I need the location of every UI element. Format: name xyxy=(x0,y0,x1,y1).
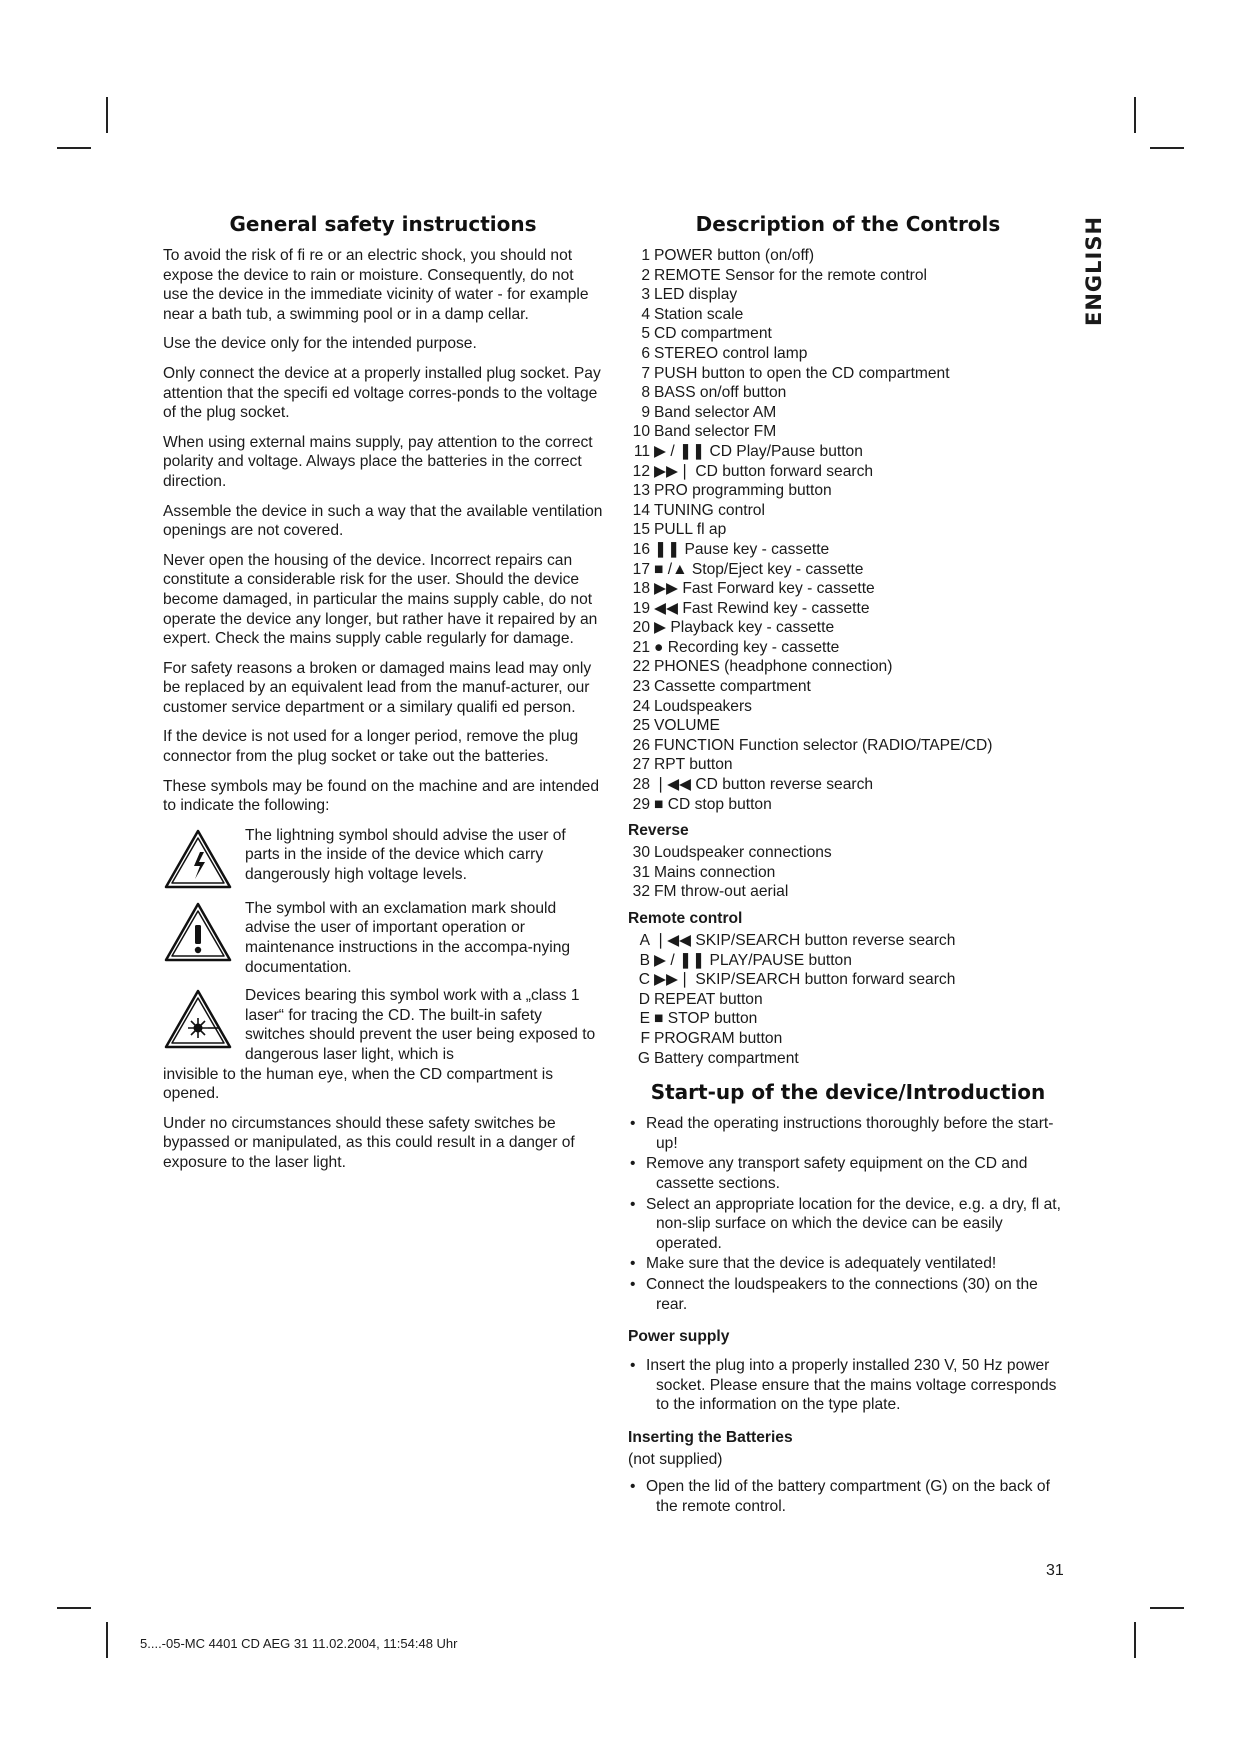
control-label: ■ /▲ Stop/Eject key - cassette xyxy=(654,560,864,578)
crop-mark-tr-v xyxy=(1134,97,1136,133)
control-label: Cassette compartment xyxy=(654,678,811,696)
control-item xyxy=(628,618,1068,638)
control-number: 27 xyxy=(632,756,650,774)
control-label: ● Recording key - cassette xyxy=(654,638,840,656)
control-item xyxy=(628,863,1068,883)
control-label: ▶▶❘ SKIP/SEARCH button forward search xyxy=(654,971,956,989)
control-number: E xyxy=(639,1010,650,1028)
page-number: 31 xyxy=(1046,1562,1064,1579)
control-label: PHONES (headphone connection) xyxy=(654,658,893,676)
batteries-heading: Inserting the Batteries xyxy=(628,1428,793,1446)
control-label: Loudspeaker connections xyxy=(654,844,832,862)
safety-paragraph: Never open the housing of the device. Incorrect repairs can constitute a considerable risk for the user. Should the device become damaged, in particular the mains supply cable, do not operate the device any longer, but rather have it repaired by an expert. Check the mains supply cable regularly for damage. xyxy=(163,551,598,648)
control-item xyxy=(628,599,1068,619)
control-number: G xyxy=(637,1049,650,1067)
control-label: ▶ / ❚❚ PLAY/PAUSE button xyxy=(654,951,852,969)
control-number: 6 xyxy=(641,344,650,362)
control-label: ◀◀ Fast Rewind key - cassette xyxy=(654,599,870,617)
symbol-text-continuation: invisible to the human eye, when the CD compartment is opened. xyxy=(163,1065,554,1103)
control-label: LED display xyxy=(654,286,738,304)
control-label: FUNCTION Function selector (RADIO/TAPE/CD) xyxy=(654,736,993,754)
control-item xyxy=(628,697,1068,717)
control-number: A xyxy=(639,932,650,949)
control-item xyxy=(628,285,1068,305)
control-number: 30 xyxy=(632,844,650,862)
control-item xyxy=(628,970,1068,990)
control-item xyxy=(628,1049,1068,1069)
power-list xyxy=(628,1356,1068,1415)
control-number: 15 xyxy=(632,521,650,539)
control-label: RPT button xyxy=(654,756,733,774)
reverse-heading: Reverse xyxy=(628,822,689,840)
control-number: C xyxy=(638,971,650,989)
control-number: 4 xyxy=(641,305,650,323)
startup-list xyxy=(628,1114,1068,1314)
control-item xyxy=(628,736,1068,756)
control-label: BASS on/off button xyxy=(654,384,787,402)
control-item xyxy=(628,775,1068,795)
control-item xyxy=(628,481,1068,501)
bullet-item: • Connect the loudspeakers to the connections (30) on the rear. xyxy=(628,1275,1068,1314)
remote-heading: Remote control xyxy=(628,910,743,927)
control-label: VOLUME xyxy=(654,717,720,735)
control-item xyxy=(628,882,1068,902)
controls-column xyxy=(628,212,1068,1518)
control-number: 26 xyxy=(632,736,650,754)
controls-list xyxy=(628,246,1068,814)
print-footer: 5....-05-MC 4401 CD AEG 31 11.02.2004, 11:54:48 Uhr xyxy=(140,1636,458,1651)
bullet-item: • Open the lid of the battery compartment (G) on the back of the remote control. xyxy=(628,1477,1068,1516)
control-number: 21 xyxy=(632,638,650,656)
control-number: 18 xyxy=(632,580,650,598)
control-label: Battery compartment xyxy=(654,1049,799,1067)
control-label: PROGRAM button xyxy=(654,1029,783,1047)
bullet-item: • Select an appropriate location for the device, e.g. a dry, fl at, non-slip surface on which the device can be easily operated. xyxy=(628,1195,1068,1254)
control-number: 7 xyxy=(641,364,650,382)
control-label: ▶▶ Fast Forward key - cassette xyxy=(654,580,875,598)
crop-mark-tl-h xyxy=(57,147,91,149)
crop-mark-tl-v xyxy=(106,97,108,133)
control-item xyxy=(628,657,1068,677)
control-label: ❚❚ Pause key - cassette xyxy=(654,540,830,558)
control-number: F xyxy=(640,1029,650,1047)
control-number: 20 xyxy=(632,619,650,637)
safety-paragraph: Use the device only for the intended purpose. xyxy=(163,335,477,353)
control-item xyxy=(628,305,1068,325)
remote-list xyxy=(628,931,1068,1068)
control-label: ■ CD stop button xyxy=(654,795,772,813)
control-number: 31 xyxy=(632,863,650,881)
control-label: PRO programming button xyxy=(654,482,832,500)
control-item xyxy=(628,795,1068,815)
control-number: 28 xyxy=(632,776,650,794)
control-item xyxy=(628,931,1068,951)
control-number: 19 xyxy=(632,599,650,617)
control-label: TUNING control xyxy=(654,501,765,519)
control-item xyxy=(628,520,1068,540)
safety-paragraph: These symbols may be found on the machine and are intended to indicate the following: xyxy=(163,777,600,815)
safety-paragraph: When using external mains supply, pay attention to the correct polarity and voltage. Always place the batteries in the correct direction. xyxy=(163,433,593,490)
safety-paragraph: Under no circumstances should these safety switches be bypassed or manipulated, as this could result in a danger of exposure to the laser light. xyxy=(163,1114,575,1171)
control-number: 5 xyxy=(641,325,650,343)
control-item xyxy=(628,422,1068,442)
safety-paragraph: Assemble the device in such a way that the available ventilation openings are not covered. xyxy=(163,502,603,540)
control-item xyxy=(628,344,1068,364)
control-item xyxy=(628,990,1068,1010)
control-label: ▶ / ❚❚ CD Play/Pause button xyxy=(654,442,863,460)
symbol-text: The lightning symbol should advise the user of parts in the inside of the device which carry dangerously high voltage levels. xyxy=(245,826,566,884)
crop-mark-bl-v xyxy=(106,1622,108,1658)
control-item xyxy=(628,403,1068,423)
control-item xyxy=(628,755,1068,775)
control-number: 17 xyxy=(632,560,650,578)
control-number: 32 xyxy=(632,883,650,901)
control-number: 2 xyxy=(641,266,650,284)
safety-paragraph: If the device is not used for a longer period, remove the plug connector from the plug socket or take out the batteries. xyxy=(163,728,579,766)
control-item xyxy=(628,677,1068,697)
control-number: 3 xyxy=(641,286,650,304)
bullet-item: • Remove any transport safety equipment on the CD and cassette sections. xyxy=(628,1154,1068,1193)
control-item xyxy=(628,951,1068,971)
control-item xyxy=(628,246,1068,266)
control-number: 22 xyxy=(632,658,650,676)
symbol-row xyxy=(163,986,603,1064)
bullet-item: • Read the operating instructions thoroughly before the start-up! xyxy=(628,1114,1068,1153)
control-item xyxy=(628,579,1068,599)
lightning-warning-icon xyxy=(163,826,233,890)
control-number: B xyxy=(639,951,650,969)
control-item xyxy=(628,501,1068,521)
control-label: Loudspeakers xyxy=(654,697,752,715)
bullet-item: • Insert the plug into a properly installed 230 V, 50 Hz power socket. Please ensure that the mains voltage corresponds to the information on the type plate. xyxy=(628,1356,1068,1415)
control-item xyxy=(628,462,1068,482)
control-label: PULL fl ap xyxy=(654,521,727,539)
symbol-row xyxy=(163,826,603,890)
control-number: 16 xyxy=(632,540,650,558)
control-number: 11 xyxy=(633,442,650,460)
control-label: ❘◀◀ CD button reverse search xyxy=(654,776,874,794)
control-item xyxy=(628,843,1068,863)
control-label: Band selector FM xyxy=(654,423,777,441)
startup-title: Start-up of the device/Introduction xyxy=(650,1080,1046,1105)
control-item xyxy=(628,442,1068,462)
control-label: POWER button (on/off) xyxy=(654,247,815,264)
control-number: 9 xyxy=(641,403,650,421)
safety-title: General safety instructions xyxy=(229,212,537,236)
crop-mark-bl-h xyxy=(57,1607,91,1609)
crop-mark-br-h xyxy=(1150,1607,1184,1609)
control-number: 10 xyxy=(632,423,650,441)
control-label: STEREO control lamp xyxy=(654,344,808,362)
control-item xyxy=(628,383,1068,403)
control-item xyxy=(628,324,1068,344)
safety-paragraph: To avoid the risk of fi re or an electric shock, you should not expose the device to rain or moisture. Consequently, do not use the device in the immediate vicinity of water - for example near a bath tub, a swimming pool or in a damp cellar. xyxy=(163,247,589,323)
control-label: REMOTE Sensor for the remote control xyxy=(654,266,927,284)
language-tab xyxy=(1082,216,1106,326)
control-label: ▶ Playback key - cassette xyxy=(654,619,835,637)
control-item xyxy=(628,364,1068,384)
control-item xyxy=(628,266,1068,286)
safety-paragraph: Only connect the device at a properly installed plug socket. Pay attention that the specifi ed voltage corres-ponds to the voltage of the plug socket. xyxy=(163,364,601,422)
reverse-list xyxy=(628,843,1068,902)
batteries-list xyxy=(628,1477,1068,1516)
control-item xyxy=(628,1029,1068,1049)
safety-paragraph: For safety reasons a broken or damaged mains lead may only be replaced by an equivalent lead from the manuf-acturer, our customer service department or a similary qualifi ed person. xyxy=(163,659,592,716)
control-label: REPEAT button xyxy=(654,990,763,1008)
control-item xyxy=(628,1009,1068,1029)
control-number: 24 xyxy=(632,697,650,715)
bullet-item: • Make sure that the device is adequately ventilated! xyxy=(628,1254,1068,1274)
control-number: 8 xyxy=(641,384,650,402)
control-label: Mains connection xyxy=(654,863,776,881)
crop-mark-tr-h xyxy=(1150,147,1184,149)
control-label: Station scale xyxy=(654,305,744,323)
control-label: ❘◀◀ SKIP/SEARCH button reverse search xyxy=(654,932,956,949)
control-item xyxy=(628,638,1068,658)
symbol-row xyxy=(163,899,603,977)
exclamation-warning-icon xyxy=(163,899,233,977)
control-number: D xyxy=(638,990,650,1008)
control-label: Band selector AM xyxy=(654,403,777,421)
symbol-text: The symbol with an exclamation mark should advise the user of important operation or maintenance instructions in the accompa-nying documentation. xyxy=(245,899,571,976)
control-label: CD compartment xyxy=(654,325,772,343)
power-heading: Power supply xyxy=(628,1328,730,1346)
control-number: 13 xyxy=(632,482,650,500)
control-number: 12 xyxy=(632,462,650,480)
controls-title: Description of the Controls xyxy=(695,212,1001,236)
control-number: 14 xyxy=(632,501,650,519)
control-label: PUSH button to open the CD compartment xyxy=(654,364,950,382)
control-number: 29 xyxy=(632,795,650,813)
control-number: 25 xyxy=(632,717,650,735)
control-number: 23 xyxy=(632,678,650,696)
control-item xyxy=(628,716,1068,736)
symbol-text: Devices bearing this symbol work with a „class 1 laser“ for tracing the CD. The built-in safety switches should prevent the user being exposed to dangerous laser light, which is xyxy=(245,987,596,1063)
control-item xyxy=(628,540,1068,560)
safety-column xyxy=(163,212,603,1183)
laser-warning-icon xyxy=(163,986,233,1064)
control-label: ▶▶❘ CD button forward search xyxy=(654,462,874,480)
language-label: ENGLISH xyxy=(1082,215,1106,327)
control-label: FM throw-out aerial xyxy=(654,883,789,901)
control-number: 1 xyxy=(641,247,650,264)
control-item xyxy=(628,560,1068,580)
batteries-note: (not supplied) xyxy=(628,1450,723,1468)
control-label: ■ STOP button xyxy=(654,1010,758,1028)
crop-mark-br-v xyxy=(1134,1622,1136,1658)
